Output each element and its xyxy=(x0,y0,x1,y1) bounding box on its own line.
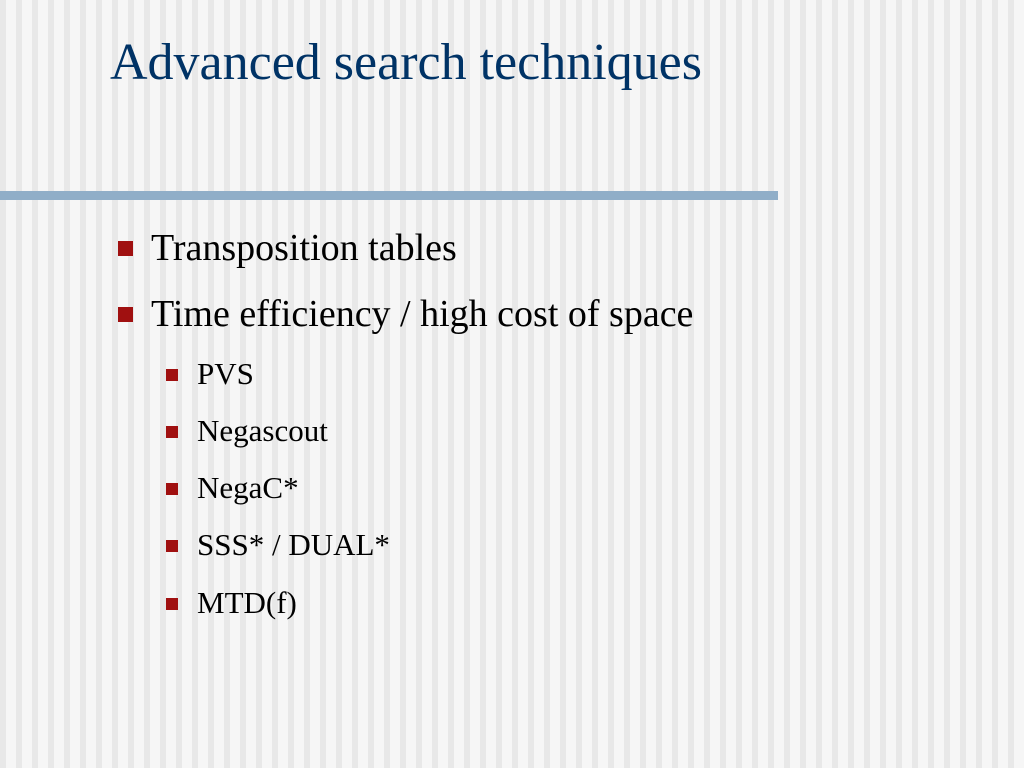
bullet-text: Time efficiency / high cost of space xyxy=(151,293,694,335)
bullet-text: Negascout xyxy=(197,413,328,448)
bullet-text: Transposition tables xyxy=(151,227,457,269)
square-bullet-icon xyxy=(166,598,178,610)
square-bullet-icon xyxy=(118,241,133,256)
slide-title: Advanced search techniques xyxy=(110,34,702,91)
square-bullet-icon xyxy=(118,307,133,322)
bullet-text: MTD(f) xyxy=(197,585,297,620)
square-bullet-icon xyxy=(166,426,178,438)
sub-bullet-item-negac xyxy=(166,470,299,506)
square-bullet-icon xyxy=(166,540,178,552)
bullet-item-time-efficiency xyxy=(118,292,693,336)
bullet-text: SSS* / DUAL* xyxy=(197,527,390,562)
title-divider xyxy=(0,191,778,200)
sub-bullet-item-sss-dual xyxy=(166,527,390,563)
sub-bullet-item-mtdf xyxy=(166,585,297,621)
sub-bullet-item-pvs xyxy=(166,356,254,392)
sub-bullet-item-negascout xyxy=(166,413,328,449)
bullet-text: NegaC* xyxy=(197,470,299,505)
square-bullet-icon xyxy=(166,483,178,495)
square-bullet-icon xyxy=(166,369,178,381)
bullet-text: PVS xyxy=(197,356,254,391)
bullet-item-transposition-tables xyxy=(118,226,457,270)
